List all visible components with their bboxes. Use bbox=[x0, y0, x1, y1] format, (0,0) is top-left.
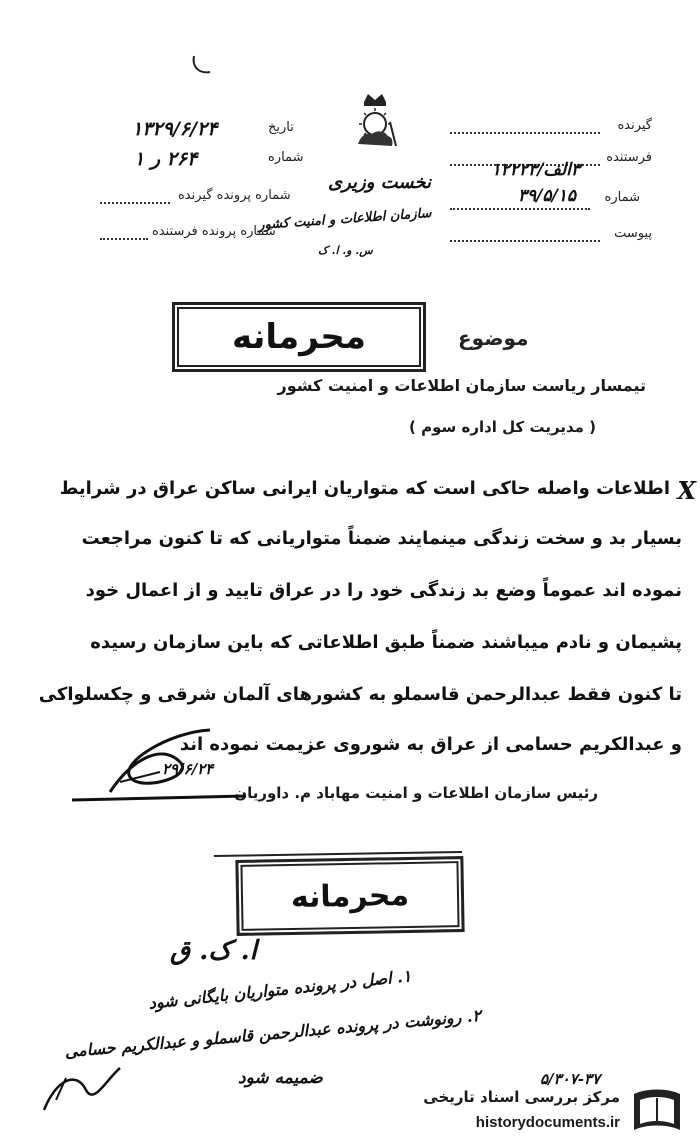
sender-file-dots bbox=[100, 238, 148, 240]
confidential-stamp-bottom: محرمانه bbox=[235, 856, 464, 936]
emblem-org: سازمان اطلاعات و امنیت کشور bbox=[257, 205, 432, 234]
note-item-3: ضمیمه شود bbox=[238, 1068, 323, 1088]
addressee-line1: تیمسار ریاست سازمان اطلاعات و امنیت کشور bbox=[277, 376, 646, 395]
watermark-title: مرکز بررسی اسناد تاریخی bbox=[423, 1088, 620, 1106]
sender-file-label: شماره پرونده فرستنده bbox=[152, 224, 276, 239]
top-mark bbox=[186, 52, 226, 82]
signature-line: رئیس سازمان اطلاعات و امنیت مهاباد م. داوریان bbox=[234, 784, 598, 802]
body-line-4: پشیمان و نادم میباشند ضمناً طبق اطلاعاتی که باین سازمان رسیده bbox=[90, 632, 682, 653]
file-code: ۵/۳۰۷-۳۷ bbox=[540, 1070, 601, 1088]
lion-and-sun-crown-icon bbox=[340, 92, 410, 152]
number-value: ۲۶۴ ر ۱ bbox=[134, 148, 198, 170]
emblem-title: نخست وزیری bbox=[328, 172, 432, 193]
subject-label: موضوع bbox=[458, 326, 529, 350]
ref-date: ۳۹/۵/۱۵ bbox=[517, 186, 576, 206]
sender-label: فرستنده bbox=[606, 150, 652, 165]
handwritten-date: ۲۹/۶/۲۴ bbox=[162, 760, 214, 778]
date-label: تاریخ bbox=[268, 120, 294, 135]
watermark bbox=[400, 1080, 690, 1142]
body-line-5: تا کنون فقط عبدالرحمن قاسملو به کشورهای آلمان شرقی و چکسلواکی bbox=[38, 684, 682, 705]
attachment-dots bbox=[450, 240, 600, 242]
signature-underline bbox=[70, 792, 250, 806]
confidential-stamp: محرمانه bbox=[172, 302, 426, 372]
recipient-label: گیرنده bbox=[617, 118, 652, 133]
note-header: ا. ک. ق bbox=[170, 936, 257, 966]
date-value: ۱۳۲۹/۶/۲۴ bbox=[132, 118, 218, 140]
number-label-left: شماره bbox=[268, 150, 304, 165]
ref-number: ۳الف/۱۲۲۲۳ bbox=[491, 160, 580, 180]
addressee-line2: ( مدیریت کل اداره سوم ) bbox=[409, 418, 596, 436]
body-line-2: بسیار بد و سخت زندگی مینمایند ضمناً متواریانی که تا کنون مراجعت bbox=[81, 528, 682, 549]
margin-mark: X bbox=[677, 476, 696, 505]
number-dots bbox=[450, 208, 590, 210]
recipient-file-dots bbox=[100, 202, 170, 204]
body-line-6: و عبدالکریم حسامی از عراق به شوروی عزیمت نموده اند bbox=[179, 734, 682, 755]
number-label-right: شماره bbox=[604, 190, 640, 205]
book-logo-icon bbox=[628, 1084, 686, 1138]
attachment-label: پیوست bbox=[614, 226, 652, 241]
note-item-2: ۲. رونوشت در پرونده عبدالرحمن قاسملو و عبدالکریم حسامی bbox=[63, 1005, 482, 1062]
watermark-url: historydocuments.ir bbox=[475, 1114, 620, 1131]
body-line-3: نموده اند عموماً وضع بد زندگی خود را در عراق تایید و از اعمال خود bbox=[85, 580, 682, 601]
recipient-file-label: شماره پرونده گیرنده bbox=[178, 188, 291, 203]
body-line-1: اطلاعات واصله حاکی است که متواریان ایرانی ساکن عراق در شرایط bbox=[59, 478, 670, 499]
initials-scribble bbox=[36, 1060, 126, 1120]
emblem-abbrev: س. و. ا. ک bbox=[318, 244, 373, 257]
recipient-dots bbox=[450, 132, 600, 134]
emblem bbox=[340, 92, 410, 172]
note-item-1: ۱. اصل در پرونده متواریان بایگانی شود bbox=[147, 966, 413, 1013]
